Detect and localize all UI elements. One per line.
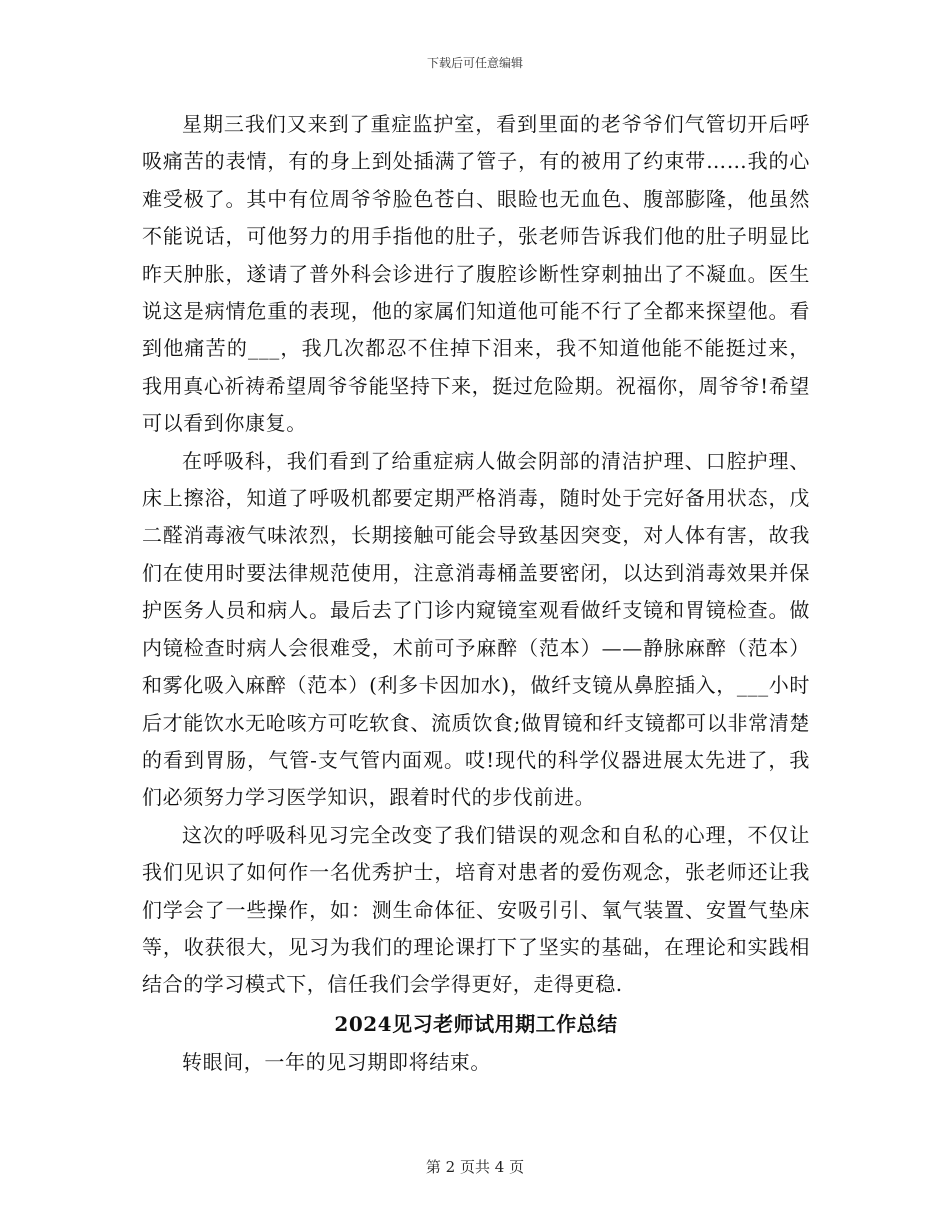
page-number: 第 2 页共 4 页 xyxy=(425,1158,525,1176)
paragraph-reflection: 这次的呼吸科见习完全改变了我们错误的观念和自私的心理，不仅让我们见识了如何作一名优秀护士，培育对患者的爱伤观念，张老师还让我们学会了一些操作，如：测生命体征、安吸引引、氧气装置、安置气垫床等，收获很大，见习为我们的理论课打下了坚实的基础，在理论和实践相结合的学习模式下，信任我们会学得更好，走得更稳. xyxy=(142,822,810,997)
paragraph-icu-visit: 星期三我们又来到了重症监护室，看到里面的老爷爷们气管切开后呼吸痛苦的表情，有的身上到处插满了管子，有的被用了约束带……我的心难受极了。其中有位周爷爷脸色苍白、眼睑也无血色、腹部膨隆，他虽然不能说话，可他努力的用手指他的肚子，张老师告诉我们他的肚子明显比昨天肿胀，遂请了普外科会诊进行了腹腔诊断性穿刺抽出了不凝血。医生说这是病情危重的表现，他的家属们知道他可能不行了全都来探望他。看到他痛苦的___，我几次都忍不住掉下泪来，我不知道他能不能挺过来，我用真心祈祷希望周爷爷能坚持下来，挺过危险期。祝福你，周爷爷!希望可以看到你康复。 xyxy=(142,112,810,436)
document-body xyxy=(142,106,810,1081)
section-title: 2024见习老师试用期工作总结 xyxy=(334,1011,618,1036)
paragraph-respiratory-dept: 在呼吸科，我们看到了给重症病人做会阴部的清洁护理、口腔护理、床上擦浴，知道了呼吸机都要定期严格消毒，随时处于完好备用状态，戊二醛消毒液气味浓烈，长期接触可能会导致基因突变，对人体有害，故我们在使用时要法律规范使用，注意消毒桶盖要密闭，以达到消毒效果并保护医务人员和病人。最后去了门诊内窥镜室观看做纤支镜和胃镜检查。做内镜检查时病人会很难受，术前可予麻醉（范本）——静脉麻醉（范本）和雾化吸入麻醉（范本）(利多卡因加水)，做纤支镜从鼻腔插入，___小时后才能饮水无呛咳方可吃软食、流质饮食;做胃镜和纤支镜都可以非常清楚的看到胃肠，气管-支气管内面观。哎!现代的科学仪器进展太先进了，我们必须努力学习医学知识，跟着时代的步伐前进。 xyxy=(142,448,810,810)
paragraph-closing: 转眼间，一年的见习期即将结束。 xyxy=(182,1049,491,1074)
page-header: 下载后可任意编辑 xyxy=(426,56,523,70)
